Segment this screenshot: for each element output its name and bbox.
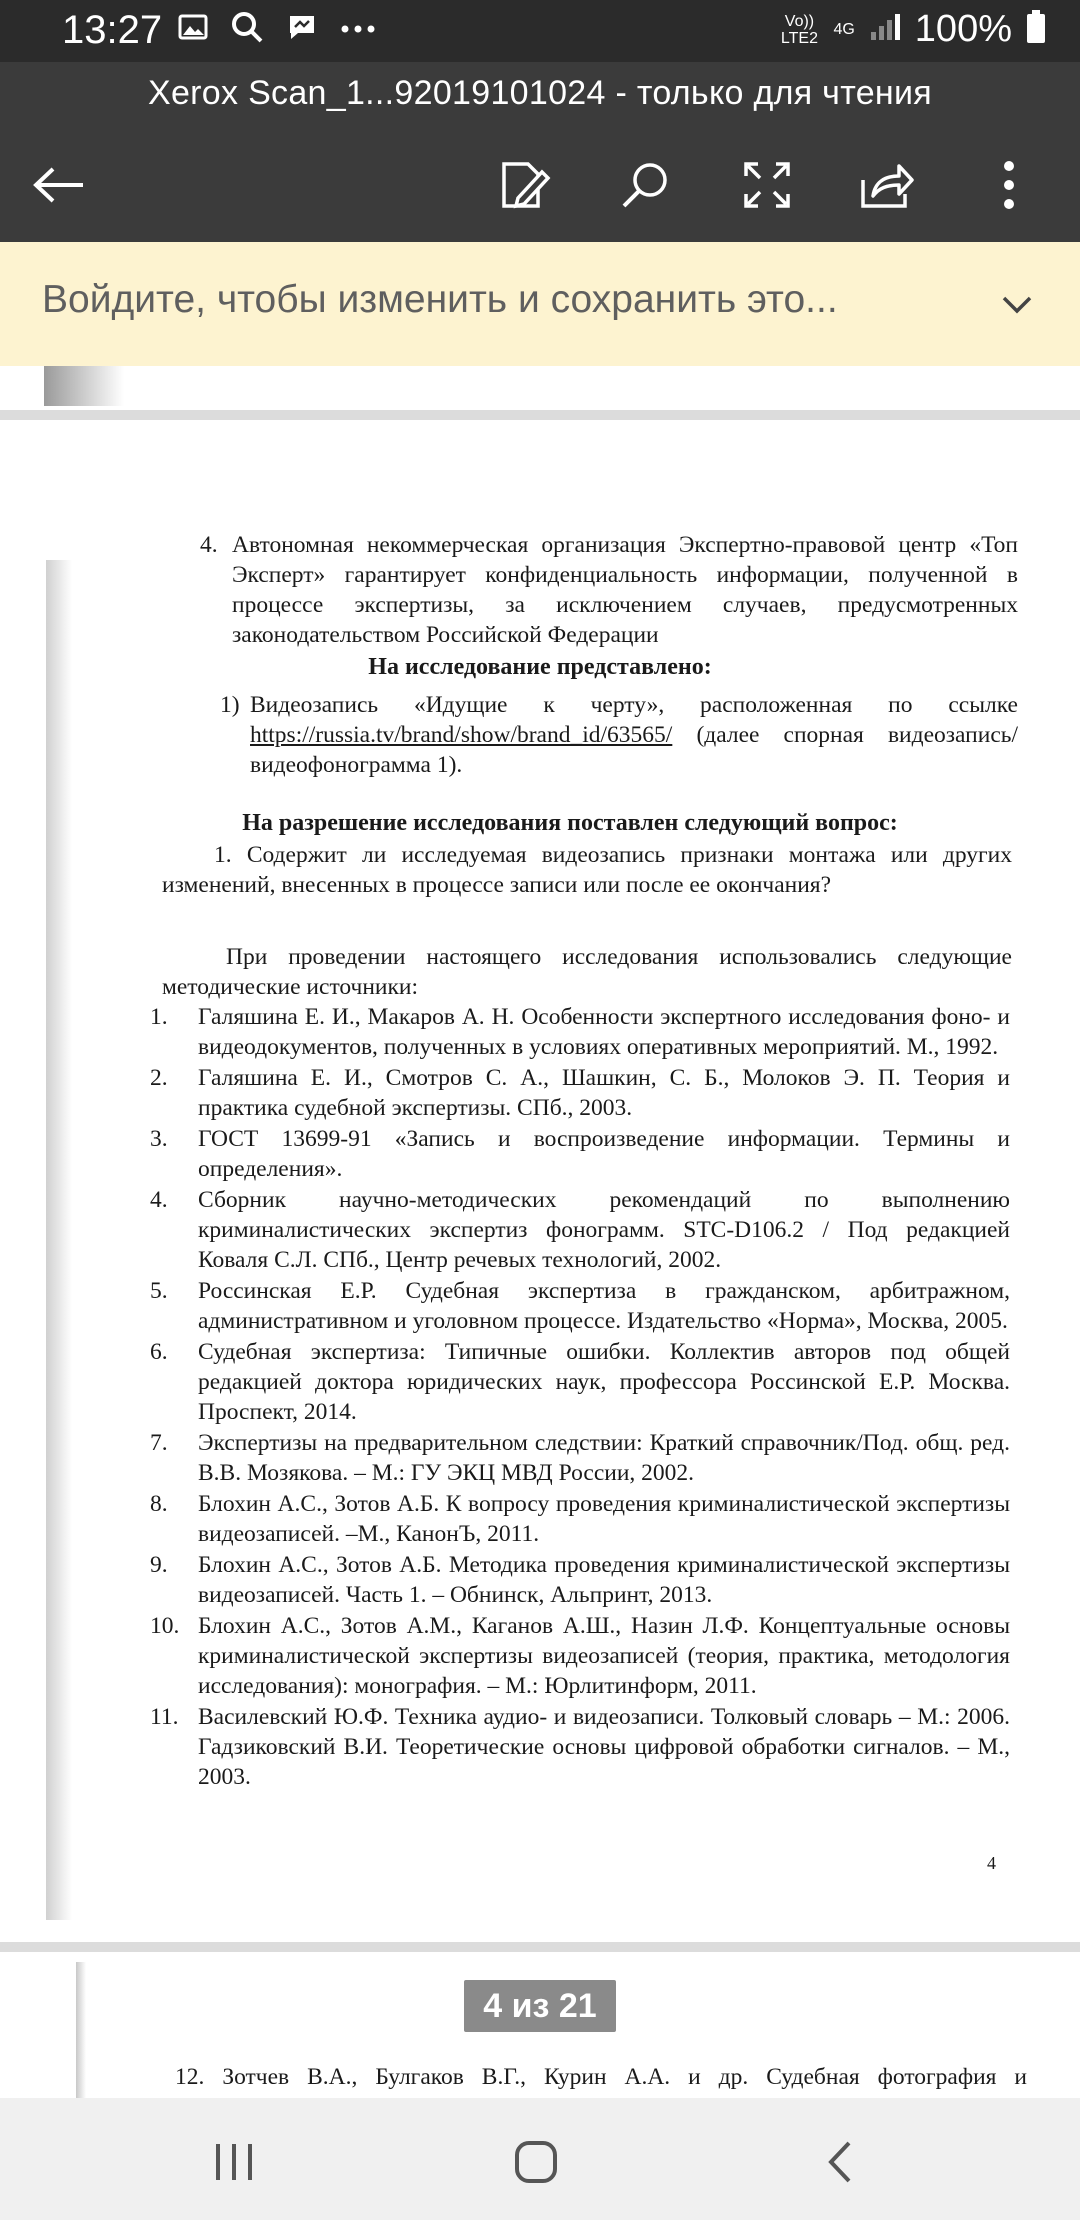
more-dots-icon [340, 21, 376, 39]
reference-number: 1. [150, 1004, 168, 1030]
back-button[interactable] [24, 150, 94, 220]
item-text: Автономная некоммерческая организация Экспертно-правовой центр «Топ Эксперт» гарантирует конфиденциальность информации, полученной в процессе экспертизы, за исключением случаев, предусмотренных законодательством Российской Федерации [232, 532, 1018, 648]
back-icon [825, 2139, 855, 2185]
reference-number: 5. [150, 1278, 168, 1304]
signal-icon [869, 12, 901, 47]
volte-indicator: Vo)) LTE2 [780, 12, 818, 47]
previous-page-edge [0, 366, 1080, 410]
reference-number: 9. [150, 1552, 168, 1578]
presented-item-1 [220, 690, 1018, 780]
video-link[interactable]: https://russia.tv/brand/show/brand_id/63565/ [250, 722, 673, 748]
reference-item [150, 1428, 1010, 1488]
reference-text: Россинская Е.Р. Судебная экспертиза в гражданском, арбитражном, административном и уголовном процессе. Издательство «Норма», Москва, 2005. [198, 1278, 1010, 1334]
status-notification-icons [178, 10, 376, 49]
item-number: 1) [220, 692, 240, 718]
status-bar [0, 0, 1080, 62]
edit-button[interactable] [490, 150, 560, 220]
methods-intro-paragraph [162, 942, 1012, 1002]
paragraph-item-4 [200, 530, 1018, 650]
item-number: 4. [200, 532, 218, 558]
reference-list [150, 1002, 1010, 1793]
home-button[interactable] [506, 2134, 566, 2190]
signin-banner-text: Войдите, чтобы изменить и сохранить это... [42, 278, 838, 321]
home-icon [513, 2139, 559, 2185]
reference-text: Блохин А.С., Зотов А.Б. Методика проведения криминалистической экспертизы видеозаписей. Часть 1. – Обнинск, Альпринт, 2013. [198, 1552, 1010, 1608]
reference-text: Галяшина Е. И., Смотров С. А., Шашкин, С. Б., Молоков Э. П. Теория и практика судебной экспертизы. СПб., 2003. [198, 1065, 1010, 1121]
next-page-text: 12. Зотчев В.А., Булгаков В.Г., Курин А.А. и др. Судебная фотография и [175, 2064, 1027, 2090]
reference-item [150, 1702, 1010, 1792]
battery-percent: 100% [914, 8, 1012, 50]
messenger-icon [286, 11, 318, 48]
page-content [0, 420, 1080, 1942]
item-text [250, 690, 1018, 780]
signin-banner[interactable] [0, 242, 1080, 366]
reference-text: Галяшина Е. И., Макаров А. Н. Особенности экспертного исследования фоно- и видеодокументов, полученных в условиях оперативных мероприятий. М., 1992. [198, 1004, 1010, 1060]
battery-icon [1026, 10, 1046, 49]
reference-number: 6. [150, 1339, 168, 1365]
scan-shadow [76, 1962, 86, 2098]
reference-number: 2. [150, 1065, 168, 1091]
page-number: 4 [987, 1853, 996, 1873]
status-time: 13:27 [62, 8, 163, 52]
question-text: 1. Содержит ли исследуемая видеозапись признаки монтажа или других изменений, внесенных в процессе записи или после ее окончания? [162, 842, 1012, 898]
fullscreen-button[interactable] [732, 150, 802, 220]
reference-item [150, 1002, 1010, 1062]
chevron-down-icon [992, 280, 1042, 330]
reference-number: 4. [150, 1187, 168, 1213]
methods-intro-text: При проведении настоящего исследования использовались следующие методические источники: [162, 944, 1012, 1000]
reference-text: Судебная экспертиза: Типичные ошибки. Коллектив авторов под общей редакцией доктора юридических наук, профессора Россинской Е.Р. Москва. Проспект, 2014. [198, 1339, 1010, 1425]
reference-number: 10. [150, 1613, 180, 1639]
reference-number: 3. [150, 1126, 168, 1152]
reference-text: Блохин А.С., Зотов А.М., Каганов А.Ш., Назин Л.Ф. Концептуальные основы криминалистической экспертизы видеозаписей (теория, практика, методология исследования): монография. – М.: Юрлитинформ, 2011. [198, 1613, 1010, 1699]
reference-number: 11. [150, 1704, 179, 1730]
reference-text: Сборник научно-методических рекомендаций по выполнению криминалистических экспертиз фонограмм. STC-D106.2 / Под редакцией Коваля С.Л. СПб., Центр речевых технологий, 2002. [198, 1187, 1010, 1273]
share-button[interactable] [852, 150, 922, 220]
heading-question: На разрешение исследования поставлен следующий вопрос: [242, 810, 898, 836]
reference-item [150, 1185, 1010, 1275]
search-icon [618, 158, 672, 212]
more-vertical-icon [1002, 160, 1016, 210]
document-title: Xerox Scan_1...92019101024 - только для чтения [148, 74, 932, 112]
share-icon [859, 158, 915, 212]
image-icon [178, 13, 208, 46]
item-text-a: Видеозапись «Идущие к черту», расположенная по ссылке [250, 692, 1018, 718]
reference-item [150, 1550, 1010, 1610]
system-nav-bar [0, 2098, 1080, 2220]
status-system-icons [779, 8, 1046, 51]
reference-item [150, 1063, 1010, 1123]
more-options-button[interactable] [974, 150, 1044, 220]
reference-item [150, 1124, 1010, 1184]
item-text-b: (далее спорная видеозапись/видеофонограмма 1). [250, 722, 1019, 778]
reference-text: Блохин А.С., Зотов А.Б. К вопросу проведения криминалистической экспертизы видеозаписей. –М., КанонЪ, 2011. [198, 1491, 1010, 1547]
document-page [0, 420, 1080, 1942]
back-arrow-icon [31, 165, 87, 205]
recent-apps-button[interactable] [204, 2134, 264, 2190]
scan-shadow [44, 366, 124, 406]
reference-text: Василевский Ю.Ф. Техника аудио- и видеозаписи. Толковый словарь – М.: 2006. Гадзиковский В.И. Теоретические основы цифровой обработки сигналов. – М., 2003. [198, 1704, 1010, 1790]
reference-item [150, 1337, 1010, 1427]
reference-number: 7. [150, 1430, 168, 1456]
question-paragraph [162, 840, 1012, 900]
network-type: 4G [833, 21, 855, 38]
reference-number: 8. [150, 1491, 168, 1517]
reference-text: Экспертизы на предварительном следствии: Краткий справочник/Под. общ. ред. В.В. Мозякова. – М.: ГУ ЭКЦ МВД России, 2002. [198, 1430, 1010, 1486]
edit-icon [498, 158, 552, 212]
reference-item [150, 1611, 1010, 1701]
fullscreen-icon [742, 160, 792, 210]
recent-apps-icon [212, 2142, 256, 2182]
page-indicator: 4 из 21 [464, 1980, 616, 2032]
search-icon [230, 10, 264, 49]
reference-item [150, 1276, 1010, 1336]
app-title-bar [0, 62, 1080, 242]
search-button[interactable] [610, 150, 680, 220]
reference-text: ГОСТ 13699-91 «Запись и воспроизведение информации. Термины и определения». [198, 1126, 1010, 1182]
heading-presented: На исследование представлено: [368, 654, 712, 680]
reference-item [150, 1489, 1010, 1549]
banner-expand-button[interactable] [992, 280, 1042, 330]
back-nav-button[interactable] [810, 2134, 870, 2190]
